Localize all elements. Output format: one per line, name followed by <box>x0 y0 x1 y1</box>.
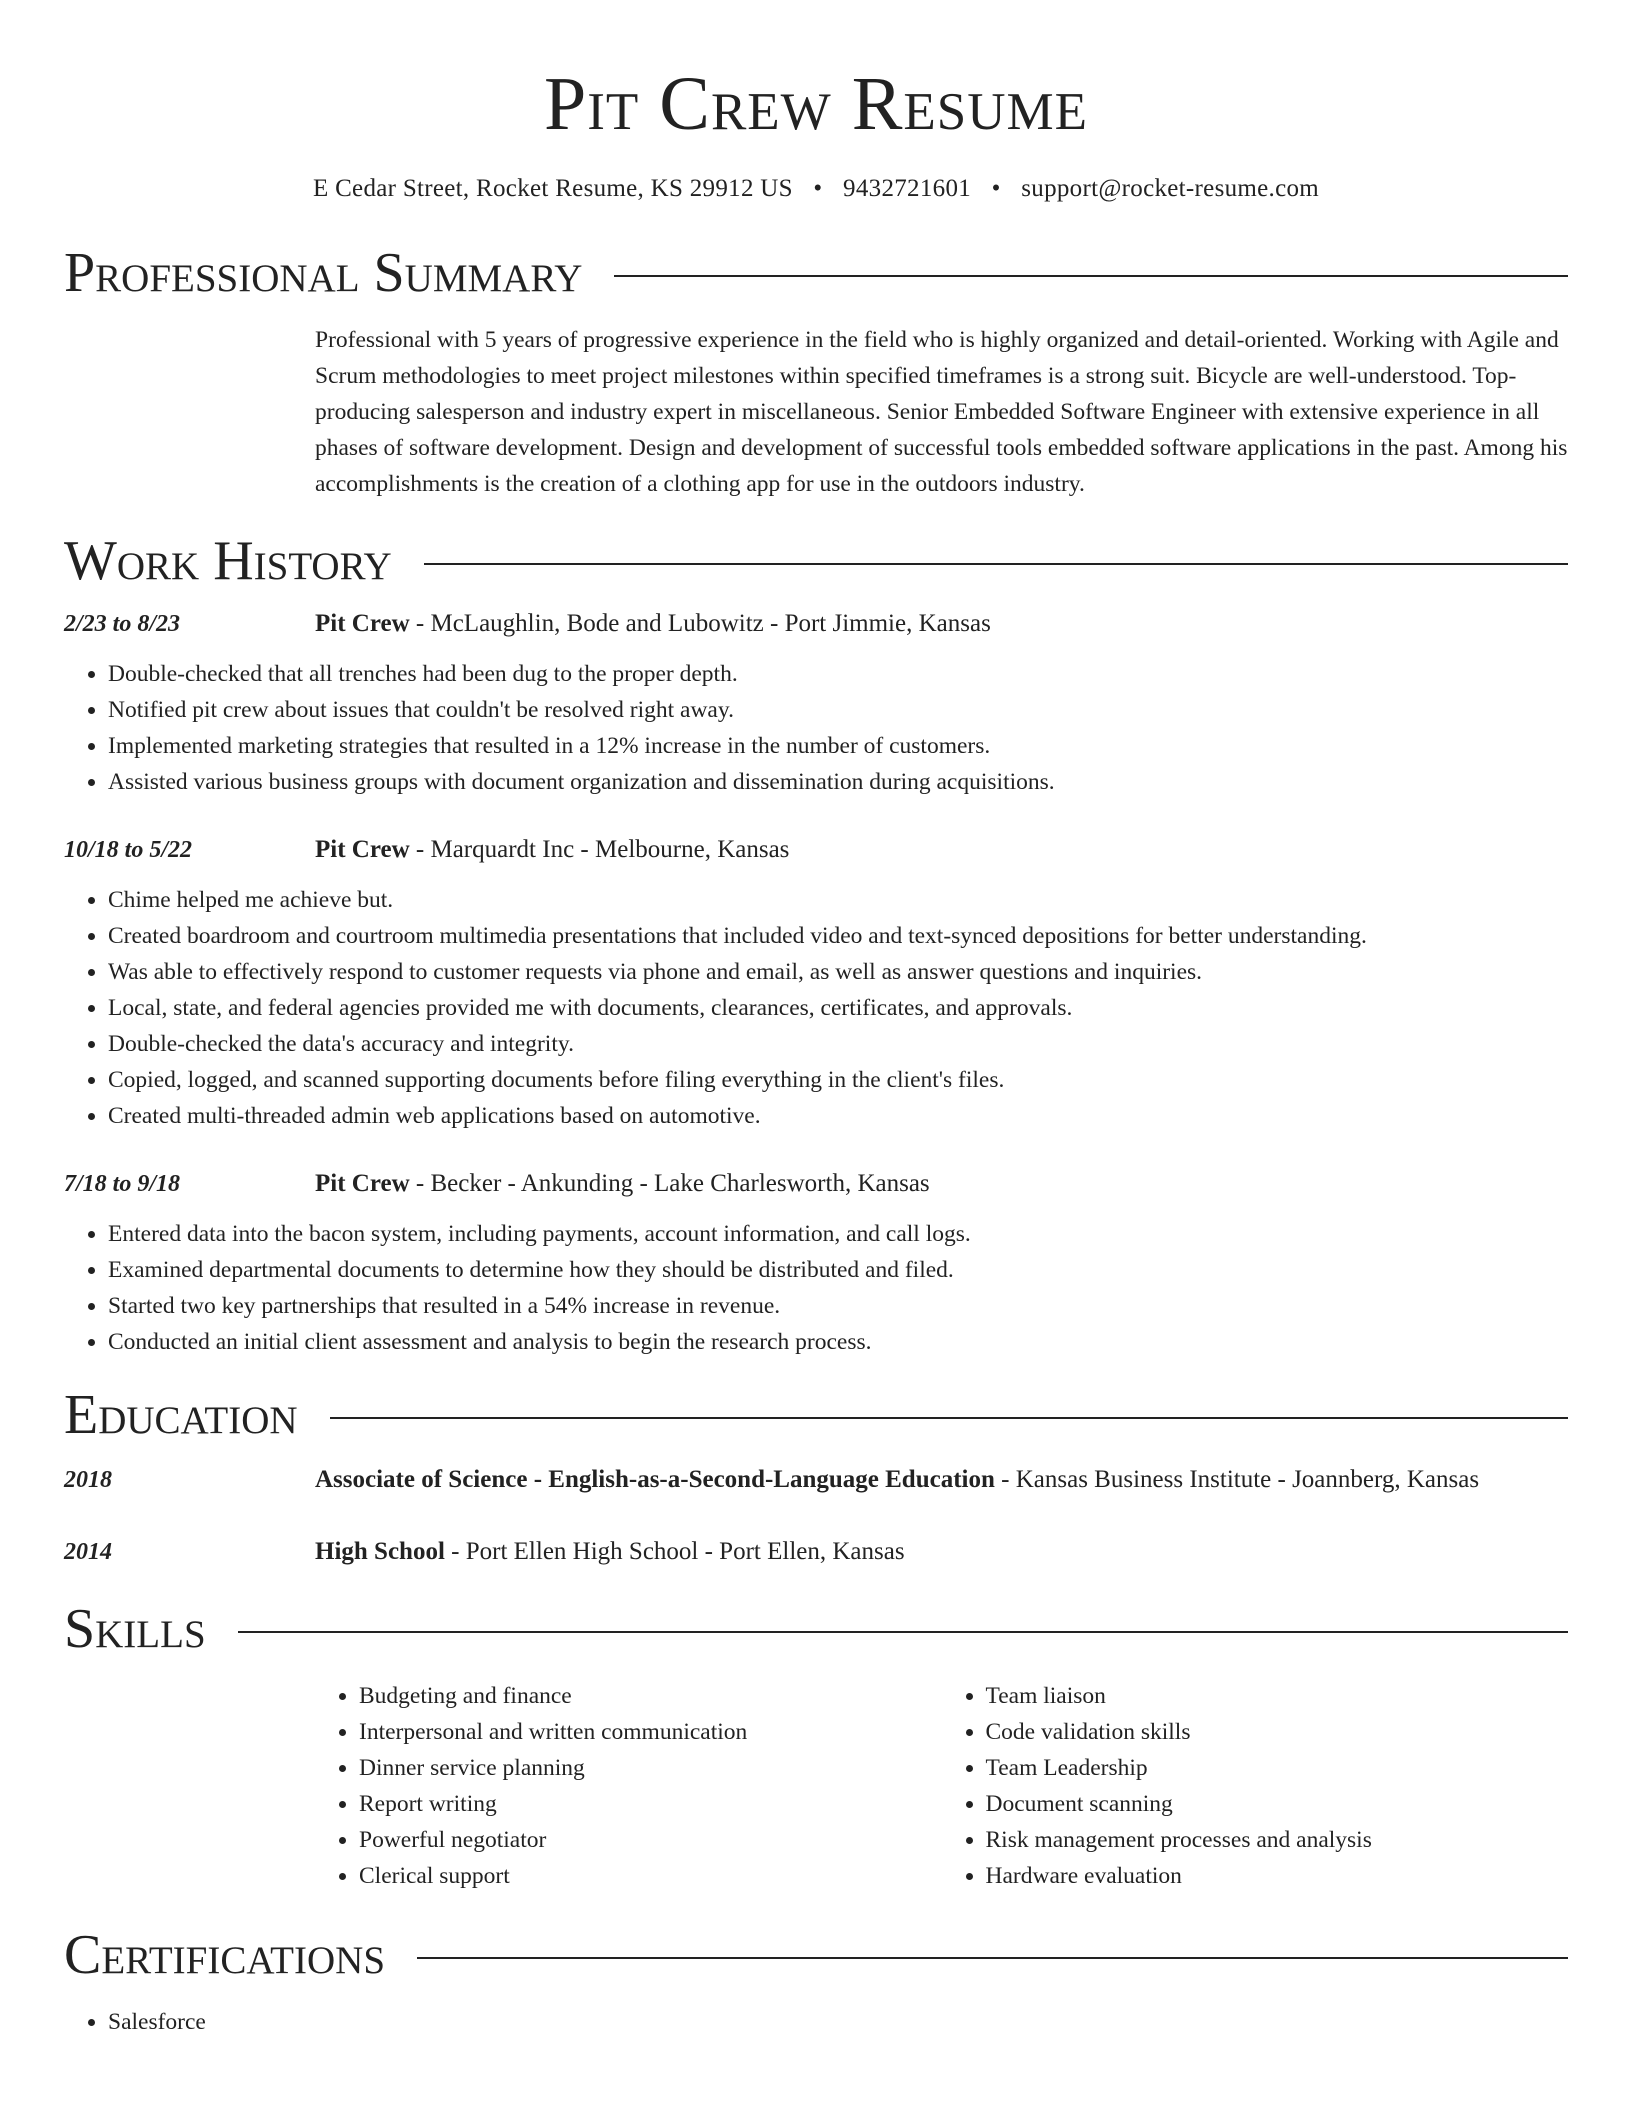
skill-item: • Powerful negotiator <box>359 1822 942 1858</box>
contact-line <box>64 174 1568 204</box>
section-divider <box>424 563 1568 565</box>
job-bullet: • Was able to effectively respond to customer requests via phone and email, as well as answer questions and inquiries. <box>108 954 1568 990</box>
job-entry <box>64 832 1568 1134</box>
education-heading-row <box>64 1380 1568 1450</box>
skill-item: • Code validation skills <box>986 1714 1569 1750</box>
education-heading: Education <box>64 1384 298 1446</box>
contact-address: E Cedar Street, Rocket Resume, KS 29912 US <box>312 175 793 202</box>
work-heading-row <box>64 526 1568 596</box>
skill-item: • Team liaison <box>986 1678 1569 1714</box>
job-bullet: • Conducted an initial client assessment and analysis to begin the research process. <box>108 1324 1568 1360</box>
job-header <box>64 832 1568 868</box>
job-header <box>64 606 1568 642</box>
job-bullets <box>64 656 1568 800</box>
education-details: - Kansas Business Institute - Joannberg, Kansas <box>994 1466 1480 1493</box>
work-heading: Work History <box>64 530 392 592</box>
education-year: 2014 <box>64 1539 112 1565</box>
certifications-list <box>64 2004 1568 2040</box>
section-divider <box>614 275 1568 277</box>
job-title: Pit Crew <box>315 836 410 863</box>
skills-list-right <box>942 1678 1569 1894</box>
job-bullet: • Implemented marketing strategies that resulted in a 12% increase in the number of customers. <box>108 728 1568 764</box>
education-heading-line <box>315 1534 905 1570</box>
skill-item: • Hardware evaluation <box>986 1858 1569 1894</box>
summary-heading: Professional Summary <box>64 242 583 304</box>
section-divider <box>417 1957 1568 1959</box>
job-title: Pit Crew <box>315 610 410 637</box>
skill-item: • Budgeting and finance <box>359 1678 942 1714</box>
section-divider <box>238 1631 1568 1633</box>
job-details: - McLaughlin, Bode and Lubowitz - Port Jimmie, Kansas <box>409 610 991 637</box>
job-bullet: • Created boardroom and courtroom multimedia presentations that included video and text-synced depositions for better understanding. <box>108 918 1568 954</box>
job-heading <box>315 606 991 642</box>
education-entry <box>64 1462 1568 1498</box>
contact-phone: 9432721601 <box>843 175 972 202</box>
skill-item: • Risk management processes and analysis <box>986 1822 1569 1858</box>
job-dates: 7/18 to 9/18 <box>64 1171 181 1197</box>
job-entry <box>64 1166 1568 1360</box>
skill-item: • Clerical support <box>359 1858 942 1894</box>
skill-item: • Report writing <box>359 1786 942 1822</box>
skills-heading: Skills <box>64 1598 206 1660</box>
skills-section <box>64 1594 1568 1894</box>
education-degree: Associate of Science - English-as-a-Second-Language Education <box>315 1466 995 1493</box>
summary-heading-row <box>64 238 1568 308</box>
job-bullet: • Examined departmental documents to determine how they should be distributed and filed. <box>108 1252 1568 1288</box>
certifications-section <box>64 1920 1568 2040</box>
skills-list-left <box>315 1678 942 1894</box>
job-entry <box>64 606 1568 800</box>
section-divider <box>330 1417 1568 1419</box>
skill-item: • Team Leadership <box>986 1750 1569 1786</box>
contact-separator: • <box>813 175 823 202</box>
contact-email: support@rocket-resume.com <box>1021 175 1320 202</box>
job-details: - Becker - Ankunding - Lake Charlesworth, Kansas <box>409 1170 930 1197</box>
education-heading-line <box>315 1462 1479 1498</box>
summary-text: Professional with 5 years of progressive experience in the field who is highly organized and detail-oriented. Working with Agile and Scrum methodologies to meet project milestones within specified timeframes is a strong suit. Bicycle are well-understood. Top-producing salesperson and industry expert in miscellaneous. Senior Embedded Software Engineer with extensive experience in all phases of software development. Design and development of successful tools embedded software applications in the past. Among his accomplishments is the creation of a clothing app for use in the outdoors industry. <box>315 327 1568 497</box>
education-degree: High School <box>315 1538 445 1565</box>
resume-page <box>64 0 1568 2040</box>
job-details: - Marquardt Inc - Melbourne, Kansas <box>409 836 790 863</box>
job-heading <box>315 1166 930 1202</box>
job-bullet: • Assisted various business groups with document organization and dissemination during acquisitions. <box>108 764 1568 800</box>
education-details: - Port Ellen High School - Port Ellen, Kansas <box>444 1538 905 1565</box>
job-bullet: • Double-checked that all trenches had been dug to the proper depth. <box>108 656 1568 692</box>
job-bullet: • Double-checked the data's accuracy and integrity. <box>108 1026 1568 1062</box>
job-bullet: • Chime helped me achieve but. <box>108 882 1568 918</box>
certifications-heading: Certifications <box>64 1924 386 1986</box>
job-header <box>64 1166 1568 1202</box>
job-bullet: • Notified pit crew about issues that couldn't be resolved right away. <box>108 692 1568 728</box>
skill-item: • Document scanning <box>986 1786 1569 1822</box>
certification-item: • Salesforce <box>108 2004 1568 2040</box>
contact-separator: • <box>991 175 1001 202</box>
resume-title: Pit Crew Resume <box>543 62 1089 146</box>
education-section <box>64 1380 1568 1570</box>
skill-item: • Dinner service planning <box>359 1750 942 1786</box>
skill-item: • Interpersonal and written communication <box>359 1714 942 1750</box>
job-bullets <box>64 1216 1568 1360</box>
job-heading <box>315 832 789 868</box>
job-bullet: • Started two key partnerships that resulted in a 54% increase in revenue. <box>108 1288 1568 1324</box>
skills-heading-row <box>64 1594 1568 1664</box>
work-section <box>64 526 1568 1360</box>
job-bullet: • Created multi-threaded admin web applications based on automotive. <box>108 1098 1568 1134</box>
job-dates: 2/23 to 8/23 <box>64 611 181 637</box>
education-year: 2018 <box>64 1467 112 1493</box>
job-bullet: • Entered data into the bacon system, including payments, account information, and call logs. <box>108 1216 1568 1252</box>
summary-section <box>64 238 1568 502</box>
job-bullets <box>64 882 1568 1134</box>
skills-columns <box>315 1678 1568 1894</box>
education-entry <box>64 1534 1568 1570</box>
certifications-heading-row <box>64 1920 1568 1990</box>
job-bullet: • Local, state, and federal agencies provided me with documents, clearances, certificates, and approvals. <box>108 990 1568 1026</box>
job-bullet: • Copied, logged, and scanned supporting documents before filing everything in the client's files. <box>108 1062 1568 1098</box>
job-dates: 10/18 to 5/22 <box>64 837 193 863</box>
job-title: Pit Crew <box>315 1170 410 1197</box>
